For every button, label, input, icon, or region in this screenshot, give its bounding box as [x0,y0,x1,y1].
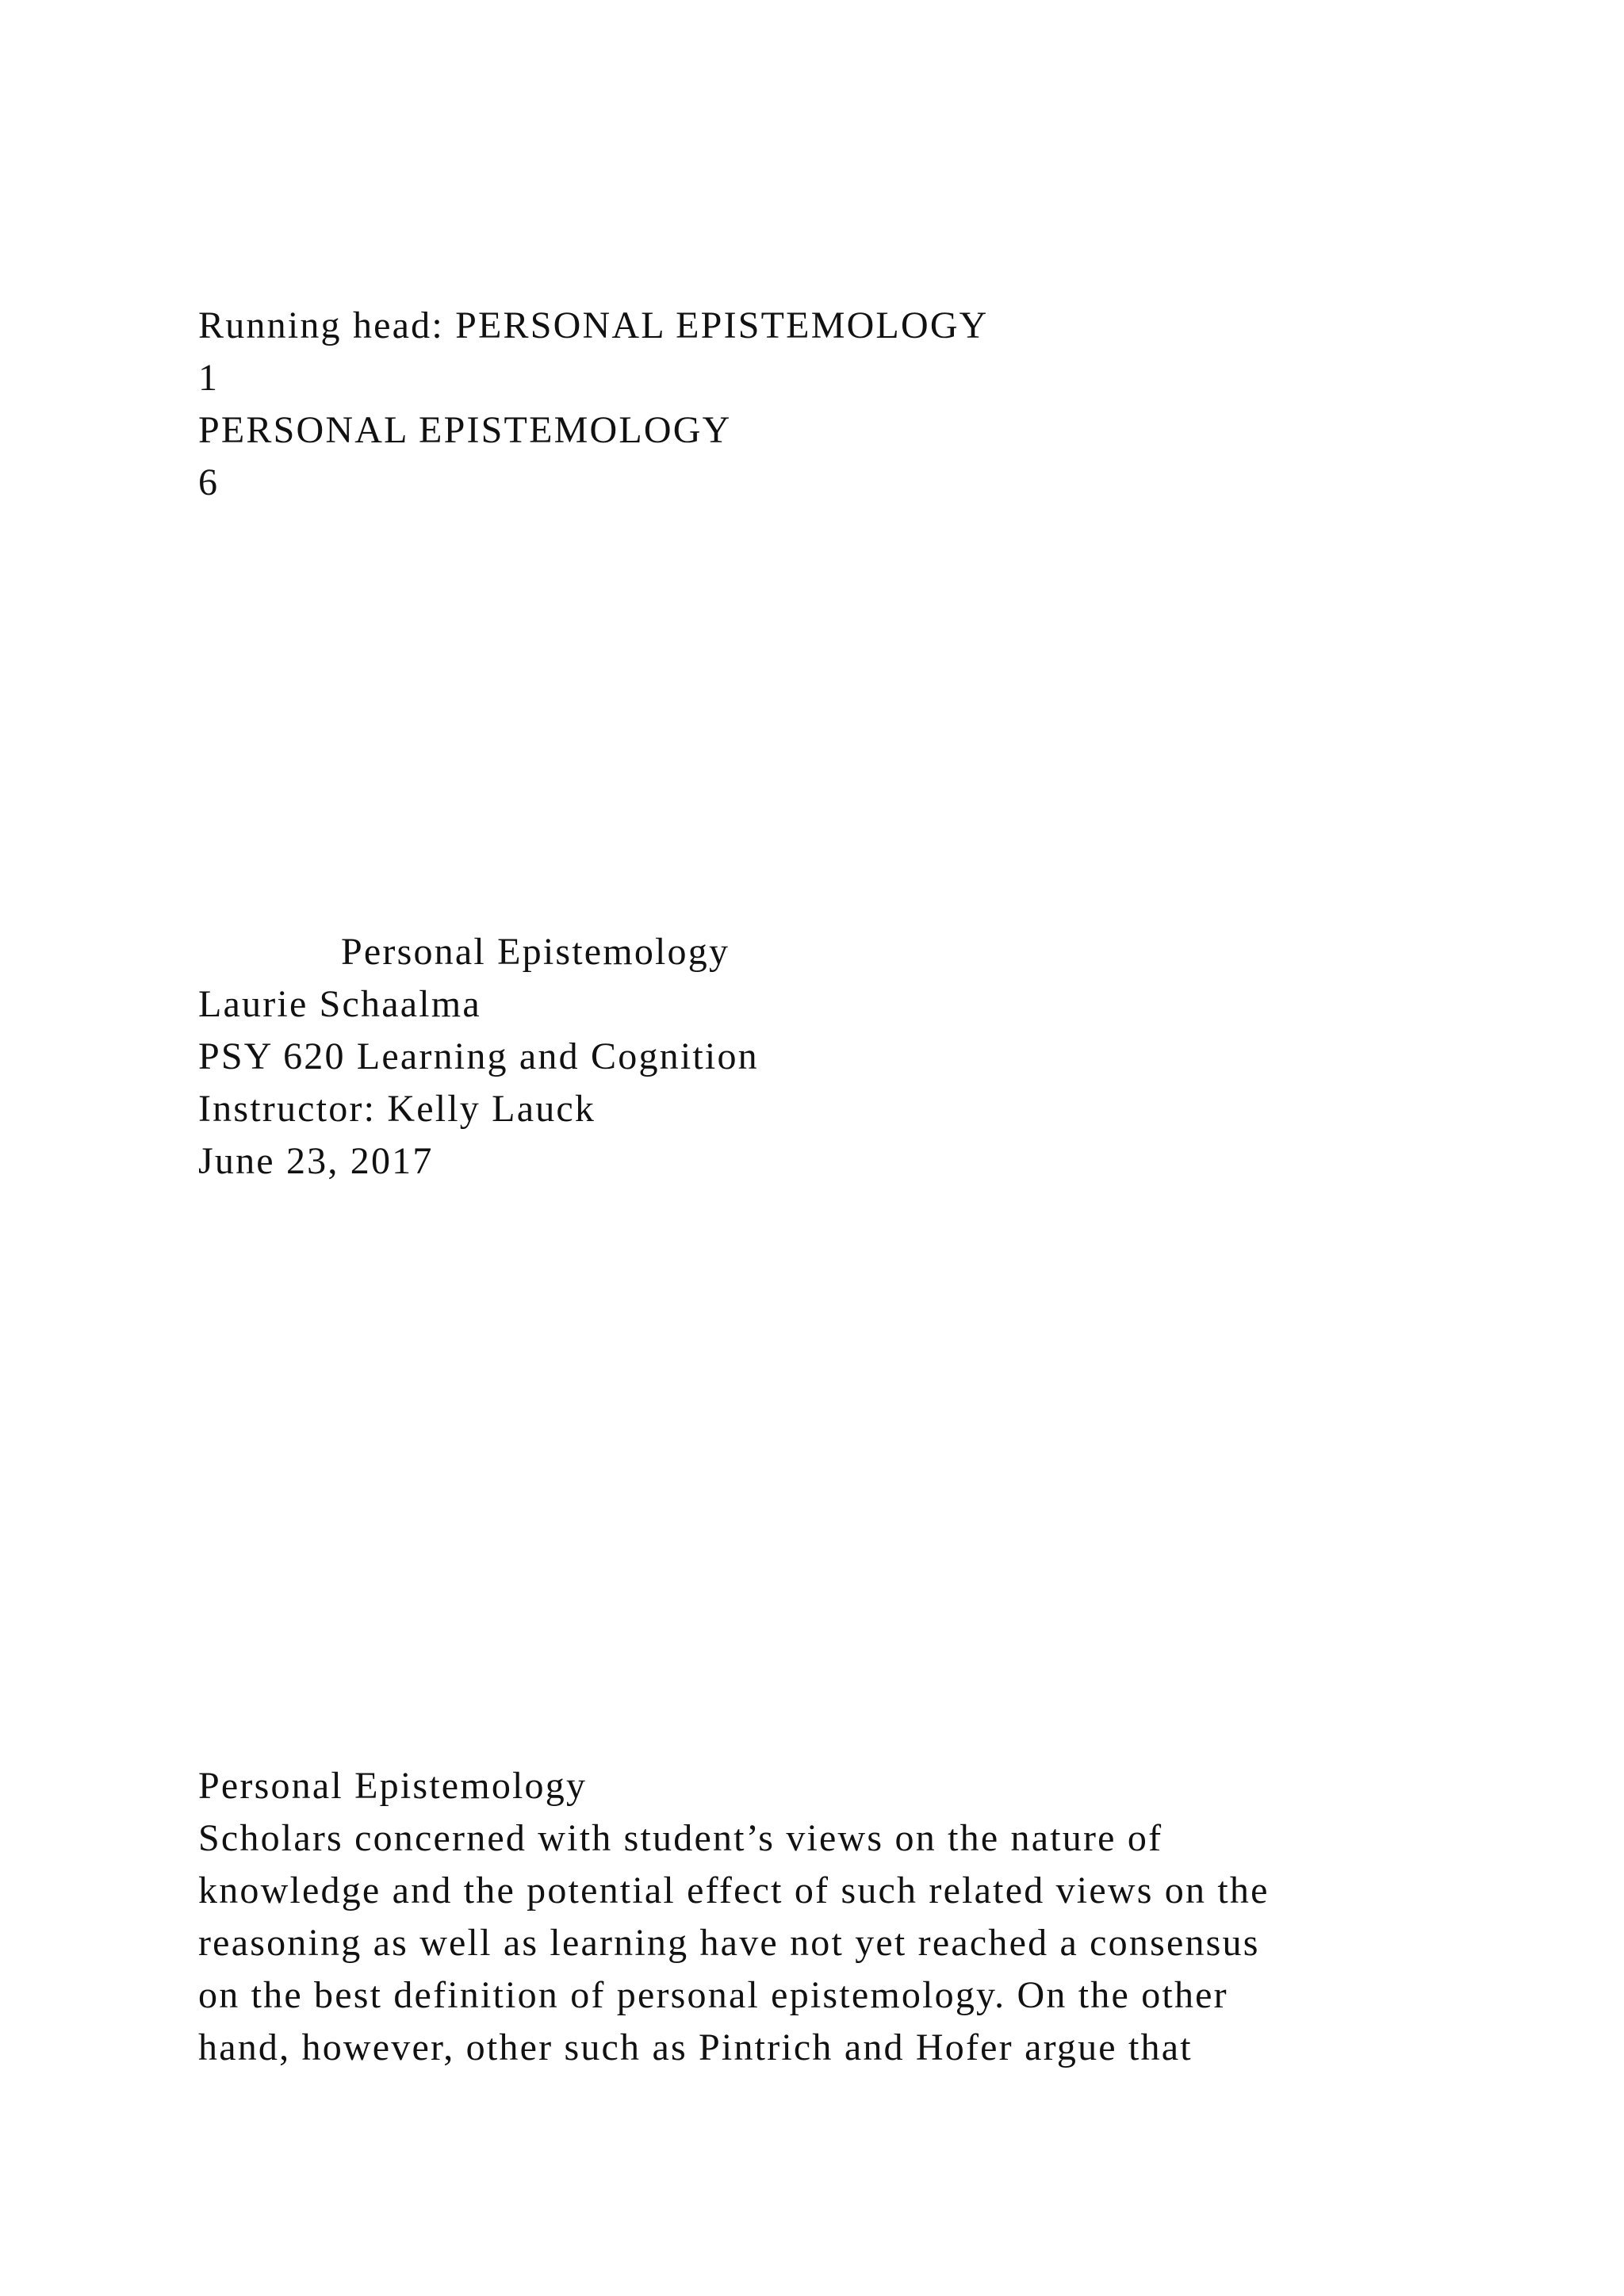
section-title: Personal Epistemology [198,1765,588,1807]
page-number-first: 1 [198,357,220,399]
author-name: Laurie Schaalma [198,983,481,1025]
instructor-name: Instructor: Kelly Lauck [198,1088,596,1130]
submission-date: June 23, 2017 [198,1140,434,1182]
paragraph-line-4: on the best definition of personal epistemology. On the other [198,1974,1228,2016]
paragraph-line-5: hand, however, other such as Pintrich and Hofer argue that [198,2026,1193,2068]
title-page-title: Personal Epistemology [341,931,730,973]
page-number-second: 6 [198,461,220,503]
running-head: Running head: PERSONAL EPISTEMOLOGY [198,304,989,346]
paragraph-line-2: knowledge and the potential effect of such related views on the [198,1869,1270,1911]
short-title-header: PERSONAL EPISTEMOLOGY [198,409,732,451]
course-name: PSY 620 Learning and Cognition [198,1035,759,1077]
paragraph-line-3: reasoning as well as learning have not yet reached a consensus [198,1922,1260,1964]
paragraph-line-1: Scholars concerned with student’s views on the nature of [198,1817,1163,1859]
